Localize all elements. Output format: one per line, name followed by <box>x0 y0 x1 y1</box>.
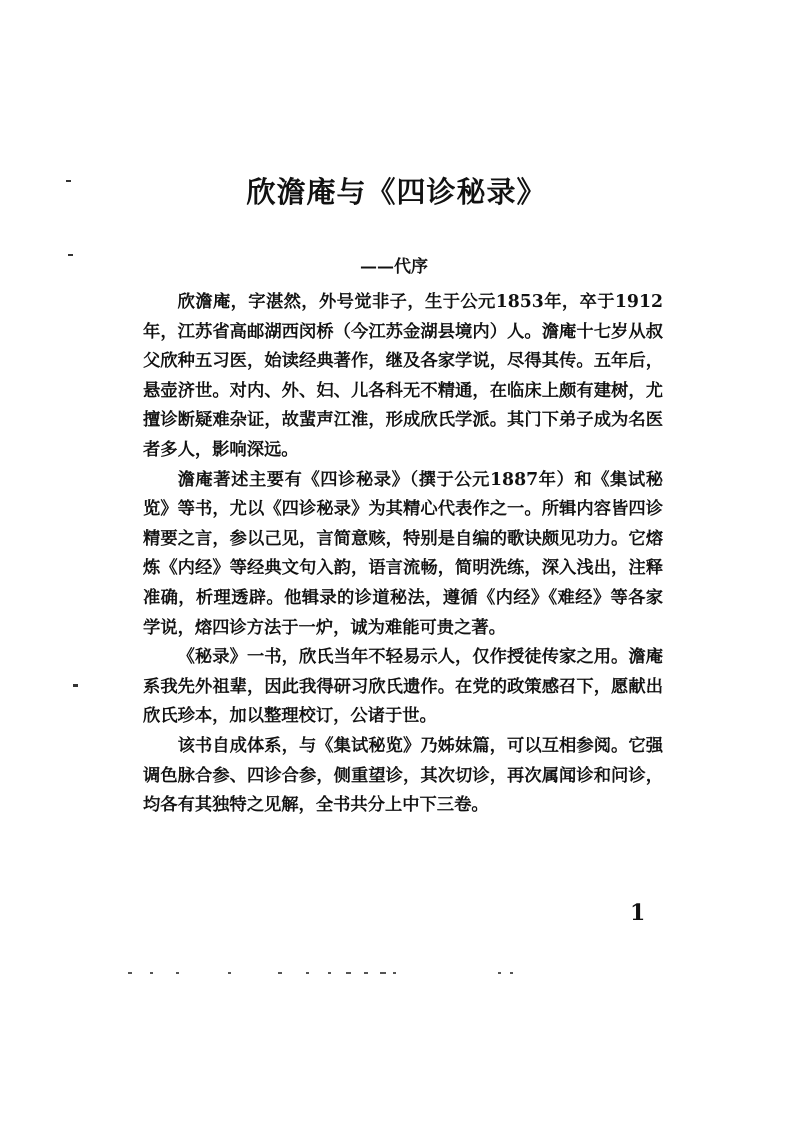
document-body <box>143 288 663 821</box>
scan-noise <box>128 972 528 978</box>
paragraph: 该书自成体系，与《集试秘览》乃姊妹篇，可以互相参阅。它强调色脉合参、四诊合参，侧重望诊，其次切诊，再次属闻诊和问诊，均各有其独特之见解，全书共分上中下三卷。 <box>143 735 663 816</box>
document-subtitle: ——代序 <box>360 257 428 277</box>
scan-speck <box>68 254 73 256</box>
paragraph: 欣澹庵，字湛然，外号觉非子，生于公元1853年，卒于1912年，江苏省高邮湖西闵桥（今江苏金湖县境内）人。澹庵十七岁从叔父欣种五习医，始读经典著作，继及各家学说，尽得其传。五年后，悬壶济世。对内、外、妇、儿各科无不精通，在临床上颇有建树，尤擅诊断疑难杂证，故蜚声江淮，形成欣氏学派。其门下弟子成为名医者多人，影响深远。 <box>143 292 663 460</box>
scan-speck <box>73 684 78 687</box>
document-title: 欣澹庵与《四诊秘录》 <box>246 175 547 209</box>
page-number: 1 <box>630 900 646 926</box>
paragraph: 澹庵著述主要有《四诊秘录》（撰于公元1887年）和《集试秘览》等书，尤以《四诊秘录》为其精心代表作之一。所辑内容皆四诊精要之言，参以己见，言简意赅，特别是自编的歌诀颇见功力。它熔炼《内经》等经典文句入韵，语言流畅，简明洗练，深入浅出，注释准确，析理透辟。他辑录的诊道秘法，遵循《内经》《难经》等各家学说，熔四诊方法于一炉，诚为难能可贵之著。 <box>143 469 663 638</box>
paragraph: 《秘录》一书，欣氏当年不轻易示人，仅作授徒传家之用。澹庵系我先外祖辈，因此我得研习欣氏遗作。在党的政策感召下，愿献出欣氏珍本，加以整理校订，公诸于世。 <box>143 647 663 727</box>
